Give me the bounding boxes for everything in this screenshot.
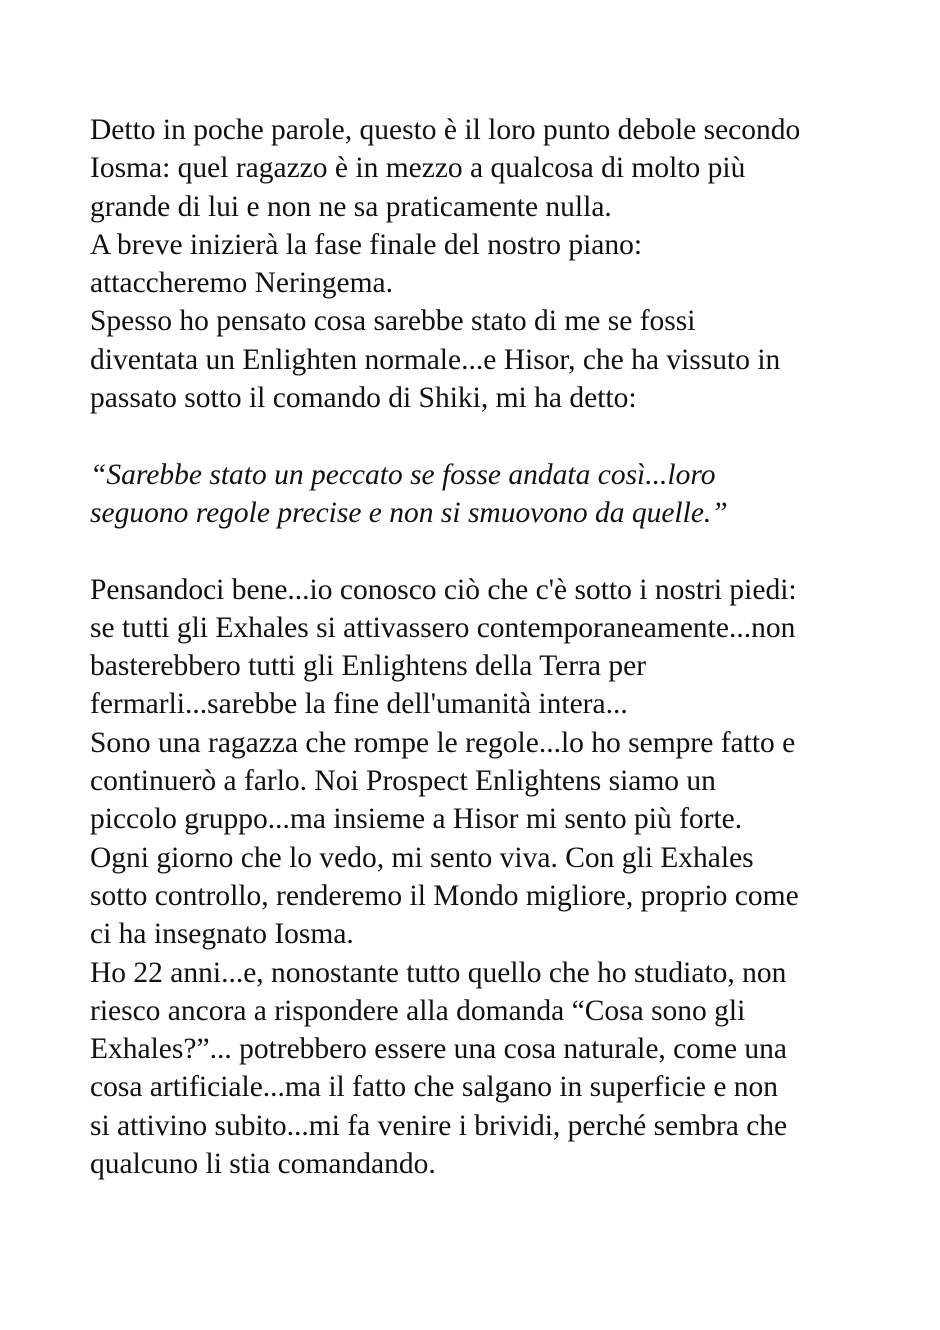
paragraph-6 — [90, 954, 870, 1184]
text-line: Detto in poche parole, questo è il loro punto debole secondo — [90, 114, 801, 146]
text-line: cosa artificiale...ma il fatto che salgano in superficie e non — [90, 1071, 779, 1104]
quote-line: seguono regole precise e non si smuovono da quelle.” — [90, 496, 728, 529]
blank-line — [90, 417, 870, 455]
paragraph-4 — [90, 571, 870, 724]
text-line: Spesso ho pensato cosa sarebbe stato di me se fossi — [90, 305, 696, 338]
text-line: passato sotto il comando di Shiki, mi ha detto: — [90, 382, 637, 415]
text-line: continuerò a farlo. Noi Prospect Enlightens siamo un — [90, 765, 716, 798]
text-line: Exhales?”... potrebbero essere una cosa naturale, come una — [90, 1033, 788, 1066]
blank-line — [90, 532, 870, 570]
text-line: si attivino subito...mi fa venire i brividi, perché sembra che — [90, 1109, 788, 1142]
paragraph-3 — [90, 302, 870, 417]
text-line: diventata un Enlighten normale...e Hisor, che ha vissuto in — [90, 343, 781, 376]
text-line: riesco ancora a rispondere alla domanda “Cosa sono gli — [90, 994, 746, 1027]
text-line: basterebbero tutti gli Enlightens della Terra per — [90, 650, 647, 683]
paragraph-5 — [90, 724, 870, 954]
text-line: Ho 22 anni...e, nonostante tutto quello che ho studiato, non — [90, 956, 787, 989]
document-body — [90, 111, 870, 1183]
quote-line: “Sarebbe stato un peccato se fosse andata così...loro — [90, 458, 716, 491]
text-line: attaccheremo Neringema. — [90, 267, 394, 300]
text-line: piccolo gruppo...ma insieme a Hisor mi sento più forte. — [90, 803, 743, 836]
text-line: se tutti gli Exhales si attivassero contemporaneamente...non — [90, 611, 796, 644]
text-line: Ogni giorno che lo vedo, mi sento viva. Con gli Exhales — [90, 841, 754, 874]
text-line: Pensandoci bene...io conosco ciò che c'è sotto i nostri piedi: — [90, 573, 797, 606]
text-line: sotto controllo, renderemo il Mondo migliore, proprio come — [90, 879, 799, 912]
text-line: Iosma: quel ragazzo è in mezzo a qualcosa di molto più — [90, 152, 746, 185]
text-line: Sono una ragazza che rompe le regole...lo ho sempre fatto e — [90, 726, 796, 759]
quote — [90, 456, 870, 533]
paragraph-1 — [90, 111, 870, 226]
text-line: grande di lui e non ne sa praticamente nulla. — [90, 190, 612, 223]
text-line: qualcuno li stia comandando. — [90, 1148, 436, 1181]
paragraph-2 — [90, 226, 870, 303]
text-line: fermarli...sarebbe la fine dell'umanità intera... — [90, 688, 628, 721]
text-line: A breve inizierà la fase finale del nostro piano: — [90, 228, 643, 261]
text-line: ci ha insegnato Iosma. — [90, 918, 354, 951]
